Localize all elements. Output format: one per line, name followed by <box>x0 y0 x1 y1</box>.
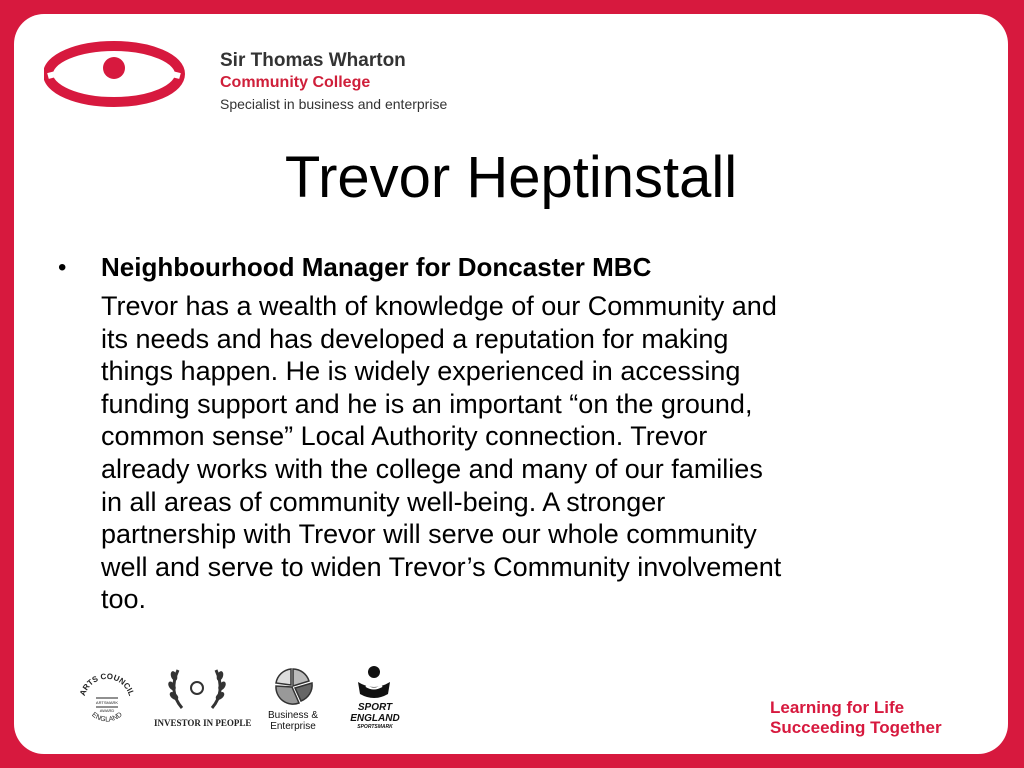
school-subtitle: Community College <box>220 74 371 91</box>
tagline-line-2: Succeeding Together <box>770 718 942 737</box>
body-line: its needs and has developed a reputation for making <box>101 323 729 354</box>
body-line: already works with the college and many of our families <box>101 453 763 484</box>
sport-england-label <box>342 702 408 731</box>
body-line: well and serve to widen Trevor’s Community involvement <box>101 551 782 582</box>
tagline-line-1: Learning for Life <box>770 698 905 717</box>
arts-council-middle-1: ARTSMARK <box>95 700 119 705</box>
slide-frame <box>14 14 1008 754</box>
bullet-marker: • <box>58 254 67 281</box>
arts-council-arc-top: ARTS COUNCIL <box>78 671 137 698</box>
business-enterprise-line-1: Business & <box>267 710 319 721</box>
body-line: too. <box>101 584 147 615</box>
body-line: in all areas of community well-being. A stronger <box>101 486 666 517</box>
body-line: partnership with Trevor will serve our whole community <box>101 519 757 550</box>
sport-england-line-1: SPORT <box>357 702 393 713</box>
accreditation-badges <box>74 662 414 742</box>
investor-in-people-wreath-icon <box>162 662 232 714</box>
business-enterprise-label <box>258 710 328 732</box>
investor-in-people-label: INVESTOR IN PEOPLE <box>154 718 252 728</box>
business-enterprise-line-2: Enterprise <box>270 721 316 732</box>
bullet-heading: Neighbourhood Manager for Doncaster MBC <box>101 252 652 282</box>
arts-council-arc-bottom: ENGLAND <box>90 711 124 724</box>
svg-text:ENGLAND <box>90 711 123 723</box>
school-tagline: Specialist in business and enterprise <box>220 96 448 112</box>
body-line: funding support and he is an important “on the ground, <box>101 388 753 419</box>
body-line: common sense” Local Authority connection. Trevor <box>101 421 708 452</box>
college-tagline <box>770 698 942 738</box>
body-line: Trevor has a wealth of knowledge of our Community and <box>101 291 777 321</box>
bullet-body <box>101 290 981 616</box>
body-line: things happen. He is widely experienced in accessing <box>101 356 741 387</box>
school-name: Sir Thomas Wharton <box>220 50 406 71</box>
arts-council-middle-2: AWARD <box>99 708 115 713</box>
business-enterprise-pie-icon <box>268 666 318 706</box>
sport-england-figure-icon <box>352 664 396 702</box>
sport-england-line-3: SPORTSMARK <box>357 724 393 730</box>
slide-title: Trevor Heptinstall <box>284 145 738 210</box>
arts-council-logo <box>74 668 140 734</box>
college-logo-mark <box>44 38 204 108</box>
sport-england-line-2: ENGLAND <box>350 713 400 724</box>
svg-text:ARTS COUNCIL <box>78 672 136 697</box>
